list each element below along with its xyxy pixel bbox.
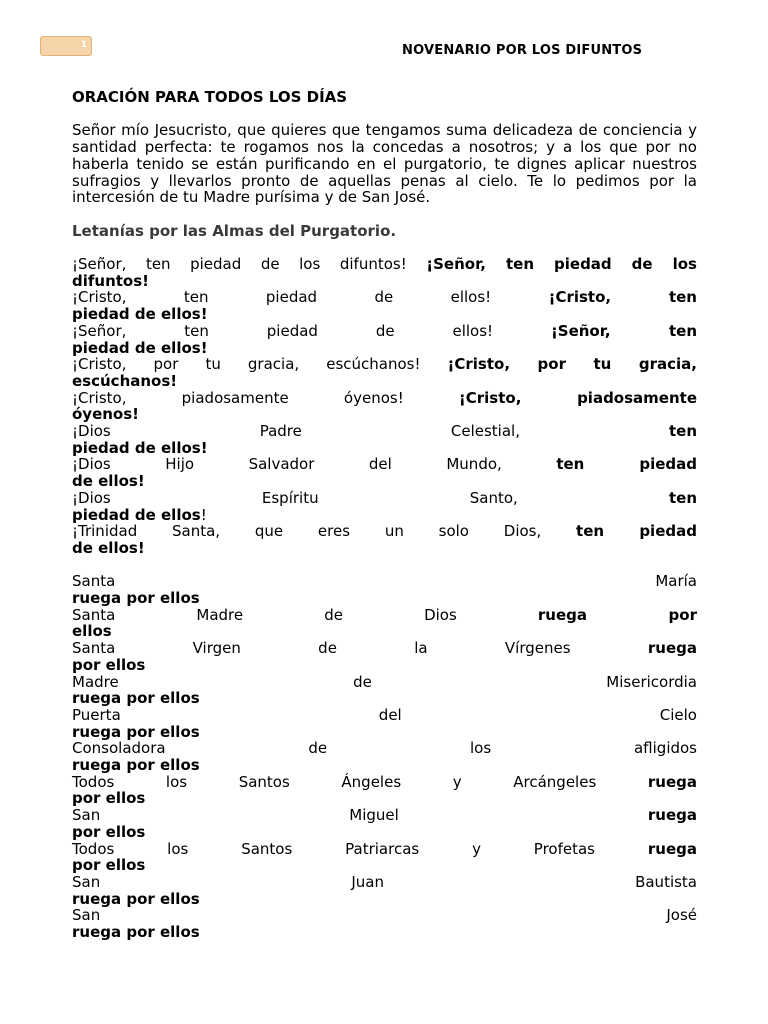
litany-response-text: ruega por ellos [72,923,200,942]
litany-response-continued [72,590,697,607]
litany-invocation: ¡Dios Padre Celestial, [72,422,520,441]
litany-line [72,674,697,691]
litany-response-tail: ! [200,505,207,524]
litany-line [72,423,697,440]
litany-response-continued [72,507,697,524]
litany-response-text: piedad de ellos [72,505,201,524]
litany-invocation: ¡Cristo, por tu gracia, escúchanos! [72,355,421,374]
litany-response-text: ruega por ellos [72,689,200,708]
litany-title: Letanías por las Almas del Purgatorio. [72,221,397,240]
litany-response: ¡Cristo, piadosamente [458,388,697,407]
litany-line [72,356,697,373]
litany-response-text: ruega por ellos [72,756,200,775]
litany-line [72,841,697,858]
litany-response-continued [72,373,697,390]
litany-response-text: difuntos! [72,271,150,290]
litany-invocation: Puerta del Cielo [72,705,697,724]
litany-response-continued [72,790,697,807]
litany-response: ruega [647,772,697,791]
litany-line [72,323,697,340]
litany-response-continued [72,340,697,357]
litany-response-text: piedad de ellos! [72,305,208,324]
litany-response-text: ruega por ellos [72,889,200,908]
litany-invocation: ¡Dios Espíritu Santo, [72,488,518,507]
litany-response-continued [72,824,697,841]
litany-response-text: escúchanos! [72,371,178,390]
litany-response-text: de ellos! [72,538,145,557]
litany-invocation: ¡Señor, ten piedad de los difuntos! [72,254,407,273]
litany-line [72,907,697,924]
litany-response: ¡Señor, ten [550,321,697,340]
litany-invocation: Madre de Misericordia [72,672,697,691]
litany-invocation: Santa Madre de Dios [72,605,457,624]
litany-line [72,807,697,824]
litany-line [72,490,697,507]
litany-response: ¡Señor, ten piedad de los [426,254,697,273]
litany-invocation: ¡Dios Hijo Salvador del Mundo, [72,455,502,474]
litany-invocation: San José [72,906,697,925]
litany-line [72,256,697,273]
litany-response-text: por ellos [72,789,146,808]
litany-invocation: ¡Cristo, piadosamente óyenos! [72,388,404,407]
litany-line [72,740,697,757]
litany-response: ten [668,422,697,441]
litany-section-b [72,573,697,940]
litany-response-continued [72,657,697,674]
litany-response-text: ruega por ellos [72,589,200,608]
litany-invocation: San Miguel [72,806,399,825]
litany-response-continued [72,623,697,640]
page-number-badge [40,36,92,56]
litany-response-text: de ellos! [72,472,145,491]
litany-line [72,774,697,791]
litany-response: ten piedad [556,455,697,474]
litany-invocation: ¡Trinidad Santa, que eres un solo Dios, [72,522,542,541]
litany-response-continued [72,724,697,741]
litany-line [72,390,697,407]
litany-response: ¡Cristo, ten [548,288,697,307]
page-title: ORACIÓN PARA TODOS LOS DÍAS [72,88,348,106]
prayer-paragraph: Señor mío Jesucristo, que quieres que tengamos suma delicadeza de conciencia y santidad perfecta: te rogamos nos la concedas a nosotros; y a los que por no haberla tenido se están purificando en el purgatorio, te dignes aplicar nuestros sufragios y llevarlos pronto de aquellas penas al cielo. Te lo pedimos por la intercesión de tu Madre purísima y de San José. [72,121,697,207]
litany-invocation: Todos los Santos Patriarcas y Profetas [72,839,596,858]
litany-response: ruega por [537,605,697,624]
litany-line [72,289,697,306]
litany-response-continued [72,924,697,941]
litany-line [72,707,697,724]
litany-response-continued [72,857,697,874]
litany-section-a [72,256,697,557]
litany-response-text: piedad de ellos! [72,338,208,357]
litany-line [72,523,697,540]
litany-response-continued [72,757,697,774]
litany-invocation: ¡Señor, ten piedad de ellos! [72,321,494,340]
litany-response: ten piedad [576,522,697,541]
litany-response-text: ruega por ellos [72,722,200,741]
litany-response-text: ellos [72,622,112,641]
document-body [72,89,697,941]
litany-line [72,573,697,590]
running-header: NOVENARIO POR LOS DIFUNTOS [402,43,643,58]
litany-response-continued [72,891,697,908]
litany-line [72,640,697,657]
litany-response: ruega [647,806,697,825]
litany-line [72,607,697,624]
litany-invocation: Todos los Santos Ángeles y Arcángeles [72,772,597,791]
litany-response: ruega [647,839,697,858]
litany-response-continued [72,690,697,707]
litany-response-text: por ellos [72,856,146,875]
litany-invocation: San Juan Bautista [72,872,697,891]
litany-response: ruega [647,639,697,658]
litany-invocation: Consoladora de los afligidos [72,739,697,758]
litany-line [72,456,697,473]
litany-response-continued [72,406,697,423]
page-number: 1 [80,40,87,50]
litany-invocation: Santa María [72,572,697,591]
litany-line [72,874,697,891]
litany-response-continued [72,540,697,557]
litany-response-text: por ellos [72,655,146,674]
litany-response-continued [72,473,697,490]
litany-response-continued [72,306,697,323]
litany-response-continued [72,440,697,457]
litany-response: ten [668,488,697,507]
litany-response-text: piedad de ellos! [72,438,208,457]
litany-invocation: ¡Cristo, ten piedad de ellos! [72,288,492,307]
litany-response-continued [72,273,697,290]
litany-response-text: por ellos [72,822,146,841]
litany-response: ¡Cristo, por tu gracia, [447,355,697,374]
litany-response-text: óyenos! [72,405,140,424]
litany-invocation: Santa Virgen de la Vírgenes [72,639,571,658]
